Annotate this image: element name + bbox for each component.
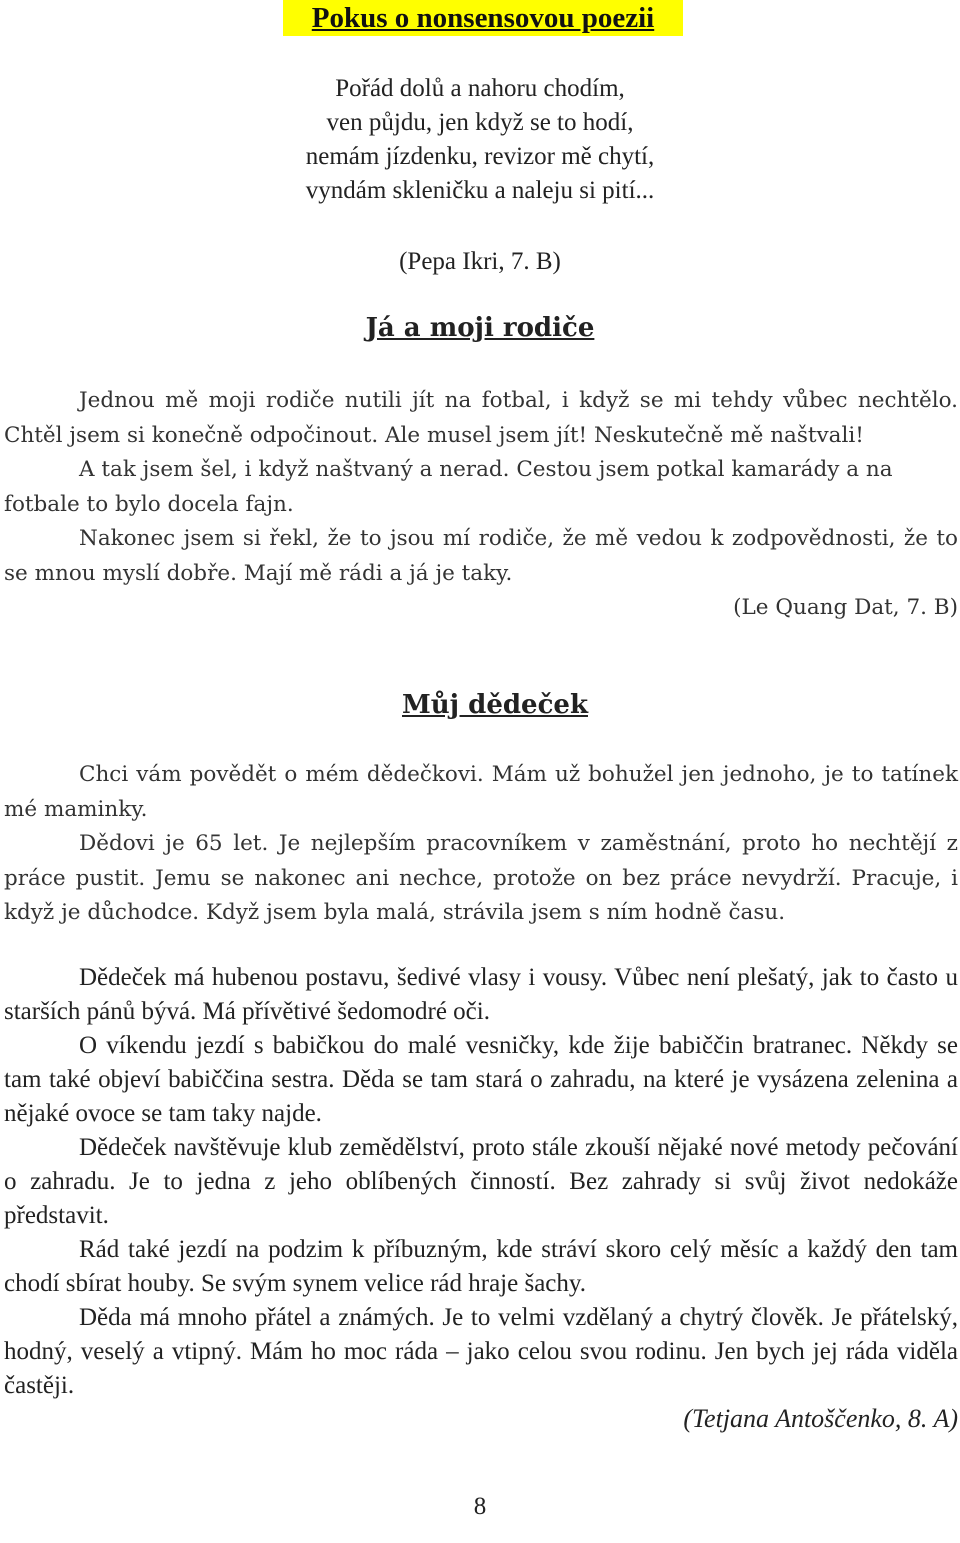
paragraph: Dědeček navštěvuje klub zemědělství, proto stále zkouší nějaké nové metody pečování o zahradu. Je to jedna z jeho oblíbených činností. Bez zahrady si svůj život nedokáže představit. (4, 1134, 958, 1229)
paragraph: Dědeček má hubenou postavu, šedivé vlasy i vousy. Vůbec není plešatý, jak to často u starších pánů bývá. Má přívětivé šedomodré oči. (4, 964, 958, 1025)
paragraph: Dědovi je 65 let. Je nejlepším pracovníkem v zaměstnání, proto ho nechtějí z práce pustit. Jemu se nakonec ani nechce, protože on bez práce nevydrží. Pracuje, i když je důchodce. Když jsem byla malá, strávila jsem s ním hodně času. (4, 831, 958, 925)
poem-line: Pořád dolů a nahoru chodím, (335, 75, 625, 102)
paragraph: O víkendu jezdí s babičkou do malé vesničky, kde žije babiččin bratranec. Někdy se tam také objeví babiččina sestra. Děda se tam stará o zahradu, na které je vysázena zelenina a nějaké ovoce se tam taky najde. (4, 1032, 958, 1127)
essay-grandfather-intro (4, 758, 958, 931)
poem-line: nemám jízdenku, revizor mě chytí, (305, 143, 655, 170)
essay-grandfather-body (4, 961, 958, 1403)
essay-title-grandfather: Můj dědeček (402, 690, 588, 720)
paragraph: A tak jsem šel, i když naštvaný a nerad. Cestou jsem potkal kamarády a na fotbale to bylo docela fajn. (4, 457, 893, 517)
essay-author-signature: (Tetjana Antoščenko, 8. A) (683, 1404, 958, 1433)
page-number: 8 (473, 1493, 487, 1520)
essay-parents (4, 384, 958, 626)
poem (0, 72, 960, 208)
poem-line: ven půjdu, jen když se to hodí, (326, 109, 634, 136)
paragraph: Chci vám povědět o mém dědečkovi. Mám už bohužel jen jednoho, je to tatínek mé maminky. (4, 762, 958, 822)
paragraph: Nakonec jsem si řekl, že to jsou mí rodiče, že mě vedou k zodpovědnosti, že to se mnou myslí dobře. Mají mě rádi a já je taky. (4, 526, 958, 586)
essay-title-parents: Já a moji rodiče (365, 313, 595, 343)
paragraph: Děda má mnoho přátel a známých. Je to velmi vzdělaný a chytrý člověk. Je přátelský, hodný, veselý a vtipný. Mám ho moc ráda – jako celou svou rodinu. Jen bych jej ráda viděla častěji. (4, 1304, 958, 1399)
essay-author: (Le Quang Dat, 7. B) (733, 595, 958, 620)
paragraph: Jednou mě moji rodiče nutili jít na fotbal, i když se mi tehdy vůbec nechtělo. Chtěl jsem si konečně odpočinout. Ale musel jsem jít! Neskutečně mě naštvali! (4, 388, 958, 448)
paragraph: Rád také jezdí na podzim k příbuzným, kde stráví skoro celý měsíc a každý den tam chodí sbírat houby. Se svým synem velice rád hraje šachy. (4, 1236, 958, 1297)
poem-line: vyndám skleničku a naleju si pití... (305, 177, 655, 204)
poem-title: Pokus o nonsensovou poezii (311, 2, 655, 34)
poem-author: (Pepa Ikri, 7. B) (399, 248, 561, 275)
